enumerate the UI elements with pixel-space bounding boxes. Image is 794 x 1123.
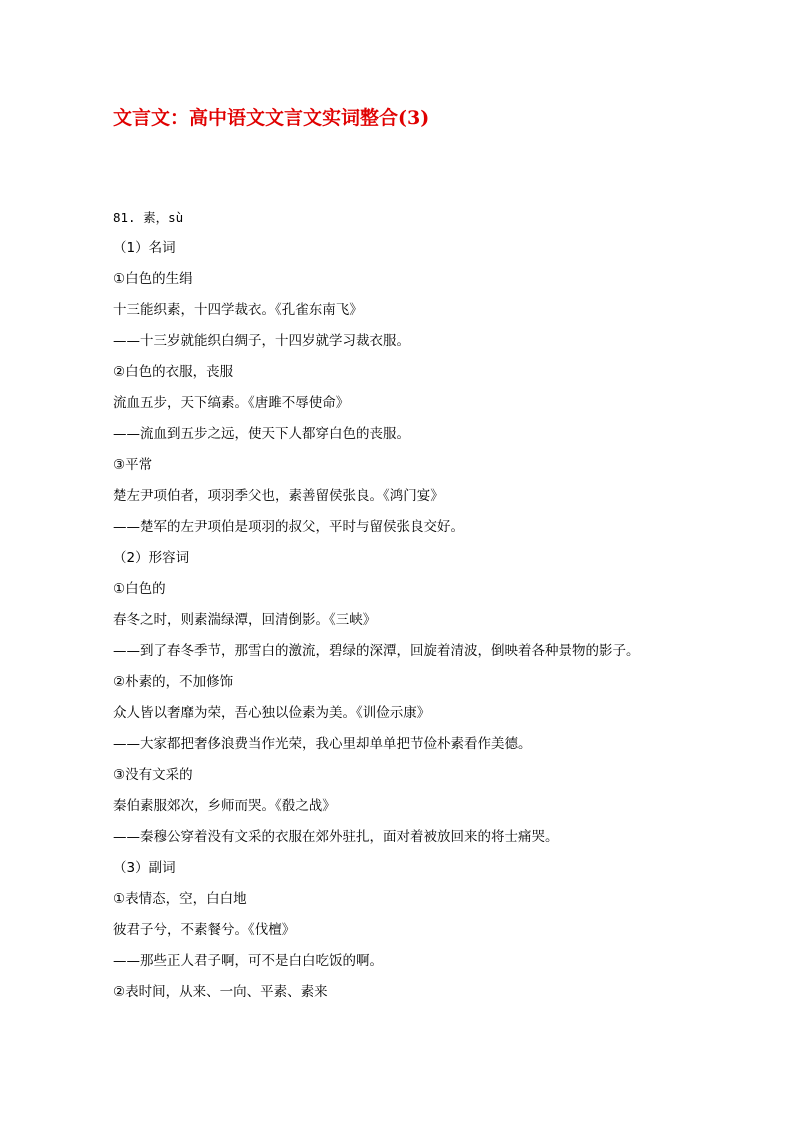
- example-translation: ——十三岁就能织白绸子，十四岁就学习裁衣服。: [113, 333, 410, 349]
- document-body: [113, 202, 773, 1008]
- example-translation: ——大家都把奢侈浪费当作光荣，我心里却单单把节俭朴素看作美德。: [113, 736, 532, 752]
- example-quote: 楚左尹项伯者，项羽季父也，素善留侯张良。《鸿门宴》: [113, 488, 444, 504]
- sense-label: ①白色的生绢: [113, 271, 193, 287]
- sense-label: ③平常: [113, 457, 153, 473]
- example-translation: ——流血到五步之远，使天下人都穿白色的丧服。: [113, 426, 410, 442]
- section-heading: （1）名词: [113, 240, 176, 256]
- example-quote: 十三能织素，十四学裁衣。《孔雀东南飞》: [113, 302, 363, 318]
- example-translation: ——那些正人君子啊，可不是白白吃饭的啊。: [113, 953, 383, 969]
- example-quote: 流血五步，天下缟素。《唐雎不辱使命》: [113, 395, 350, 411]
- example-translation: ——到了春冬季节，那雪白的激流，碧绿的深潭，回旋着清波，倒映着各种景物的影子。: [113, 643, 640, 659]
- sense-label: ①白色的: [113, 581, 166, 597]
- document-title: 文言文：高中语文文言文实词整合(3): [113, 107, 430, 129]
- sense-label: ②表时间，从来、一向、平素、素来: [113, 984, 328, 1000]
- example-quote: 秦伯素服郊次，乡师而哭。《殽之战》: [113, 798, 336, 814]
- example-translation: ——秦穆公穿着没有文采的衣服在郊外驻扎，面对着被放回来的将士痛哭。: [113, 829, 559, 845]
- entry-heading: 81. 素，sù: [113, 210, 184, 225]
- sense-label: ②朴素的，不加修饰: [113, 674, 234, 690]
- section-heading: （3）副词: [113, 860, 176, 876]
- example-quote: 春冬之时，则素湍绿潭，回清倒影。《三峡》: [113, 612, 377, 628]
- example-quote: 彼君子兮，不素餐兮。《伐檀》: [113, 922, 296, 938]
- sense-label: ②白色的衣服，丧服: [113, 364, 234, 380]
- example-quote: 众人皆以奢靡为荣，吾心独以俭素为美。《训俭示康》: [113, 705, 431, 721]
- example-translation: ——楚军的左尹项伯是项羽的叔父，平时与留侯张良交好。: [113, 519, 464, 535]
- sense-label: ③没有文采的: [113, 767, 193, 783]
- section-heading: （2）形容词: [113, 550, 190, 566]
- sense-label: ①表情态，空，白白地: [113, 891, 247, 907]
